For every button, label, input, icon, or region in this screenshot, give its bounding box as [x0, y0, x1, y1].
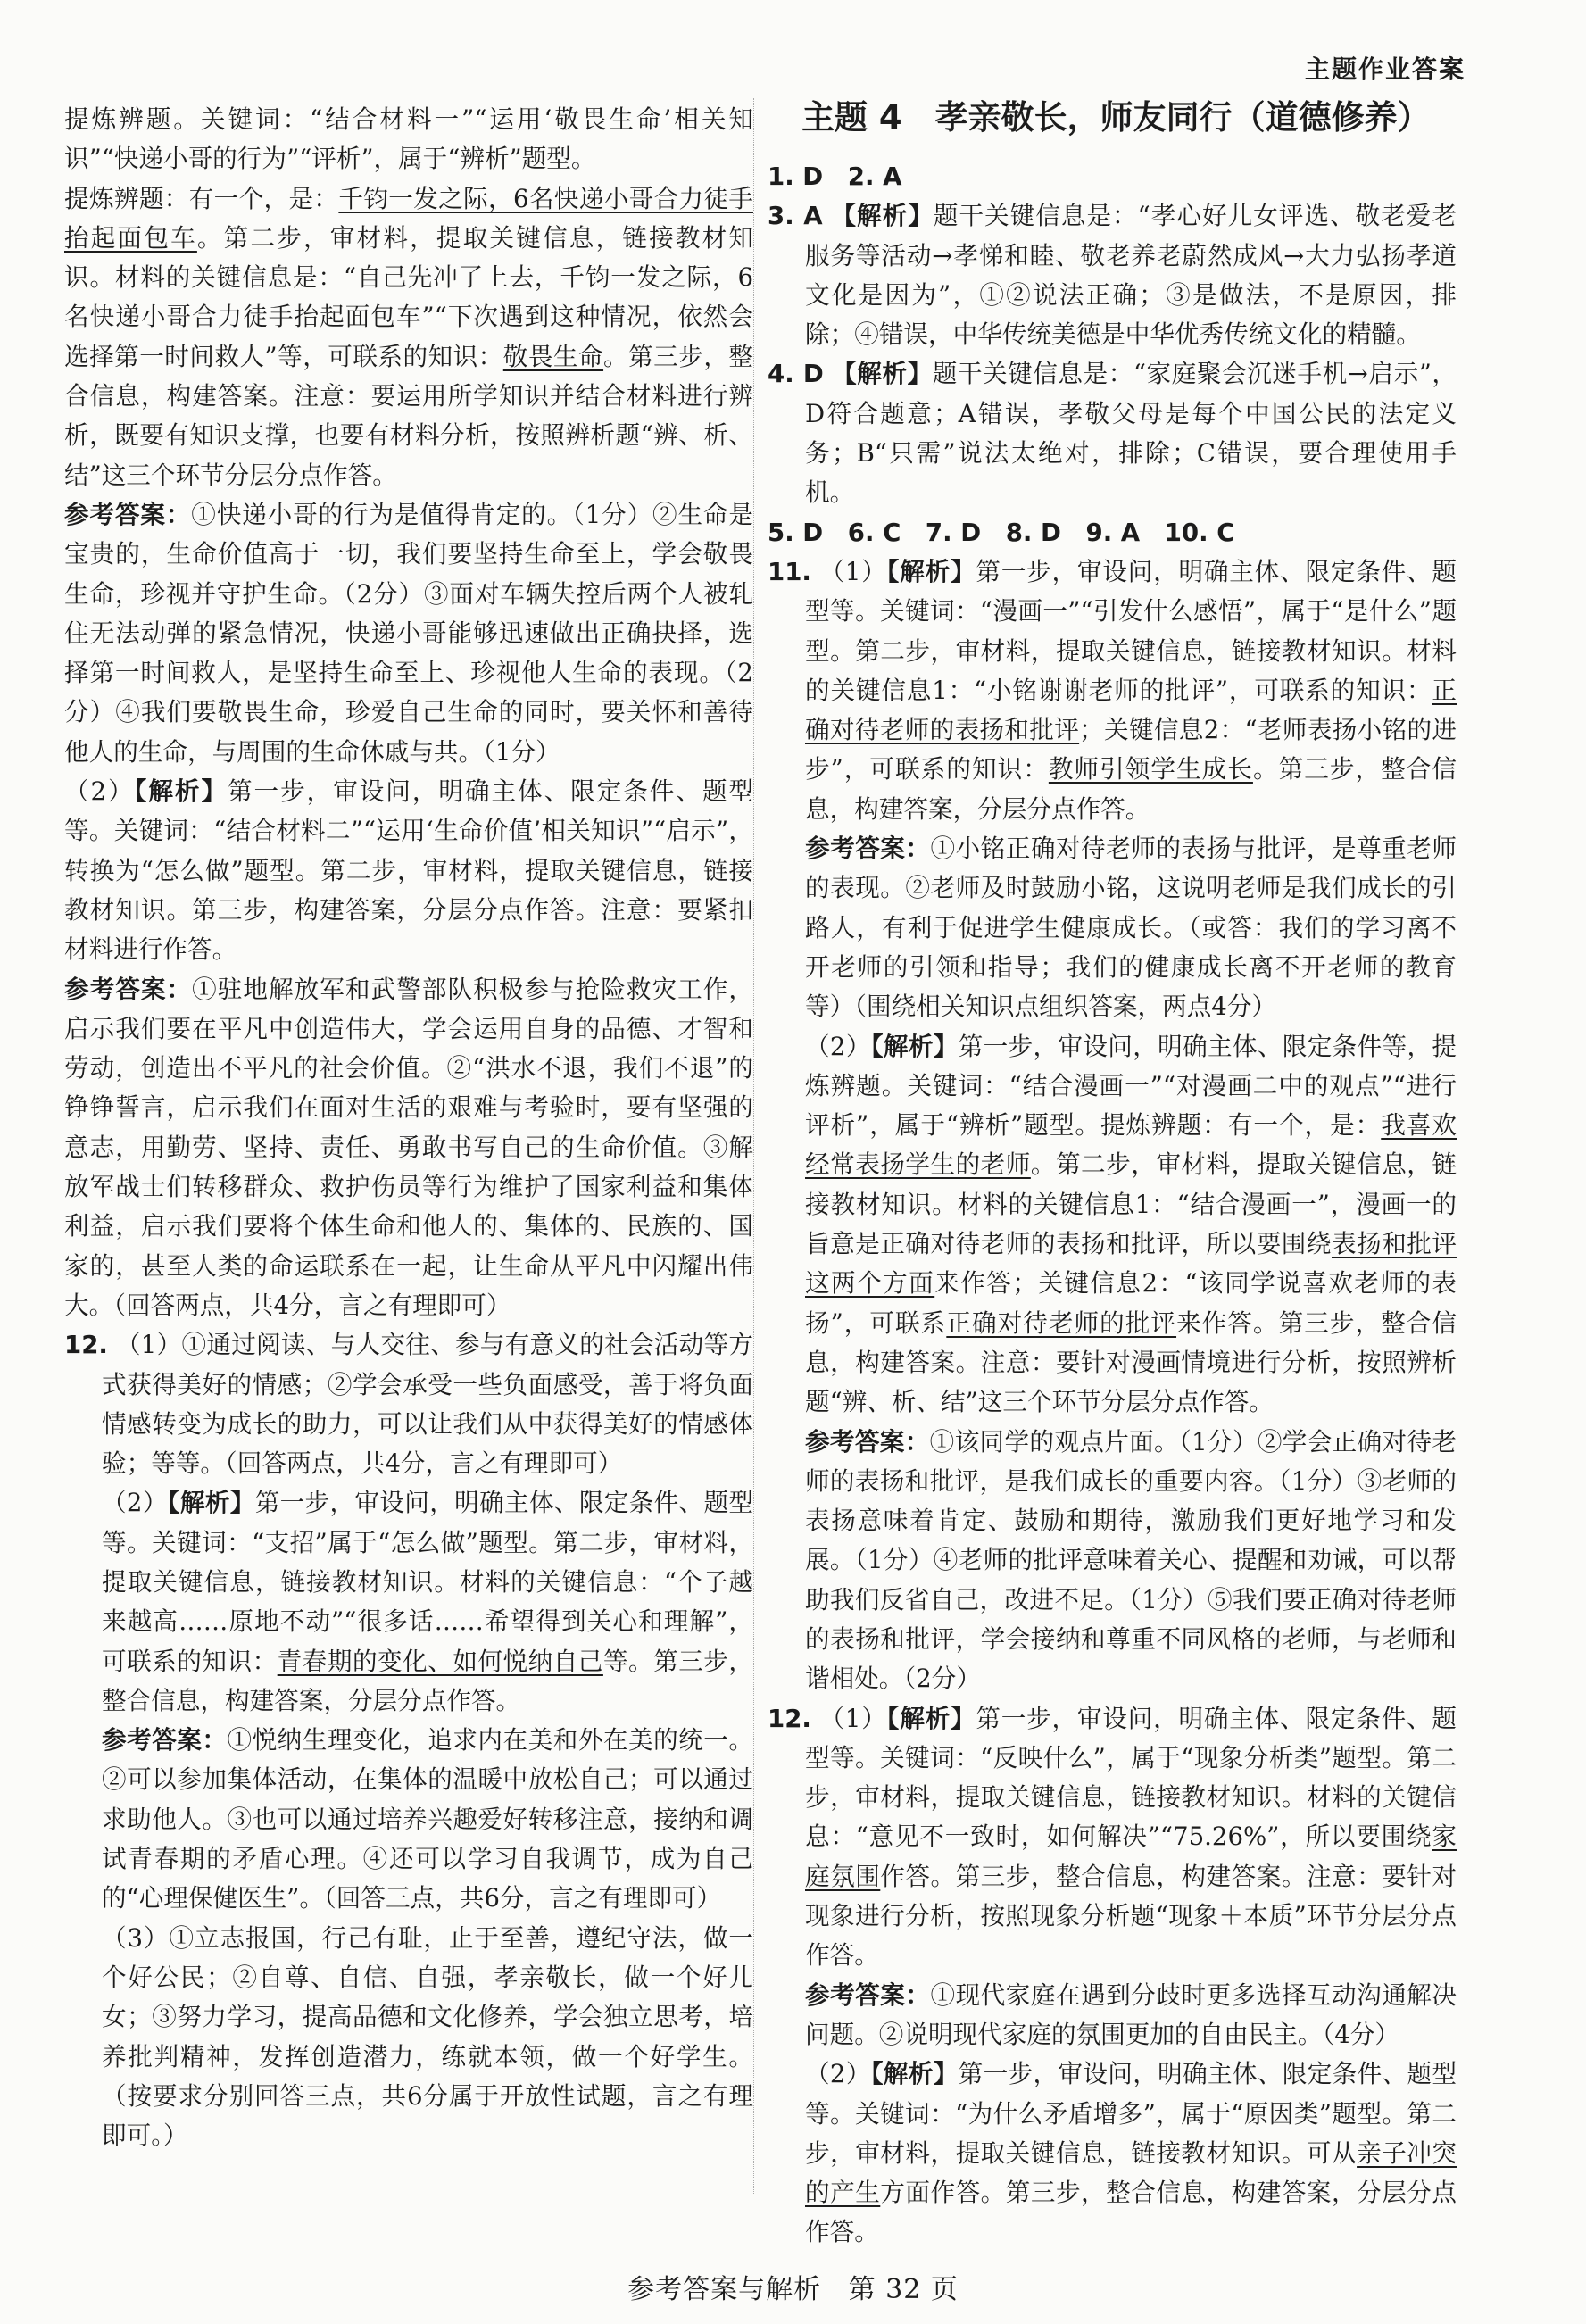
question-number: 12.	[64, 1330, 108, 1360]
answer-paragraph	[64, 495, 753, 772]
answer-text: ①现代家庭在遇到分歧时更多选择互动沟通解决问题。②说明现代家庭的氛围更加的自由民主。（4分）	[805, 1980, 1457, 2049]
answer-paragraph	[64, 970, 753, 1326]
text: 题干关键信息是：“孝心好儿女评选、敬老爱老服务等活动→孝悌和睦、敬老养老蔚然成风→大力弘扬孝道文化是因为”，①②说法正确；③是做法，不是原因，排除；④错误，中华传统美德是中华优秀传统文化的精髓。	[805, 201, 1457, 350]
text: 。第三步，整合信息，构建答案。注意：要运用所学知识并结合材料进行辨析，既要有知识支撑，也要有材料分析，按照辨析题“辨、析、结”这三个环节分层分点作答。	[64, 341, 753, 490]
text: 来作答；关键信息2：“该同学说喜欢老师的表扬”，可联系	[805, 1268, 1457, 1338]
question-number: 11.	[768, 556, 811, 586]
underlined-text: 敬畏生命	[502, 341, 604, 371]
page-number: 第 32 页	[848, 2274, 959, 2305]
underlined-text: 青春期的变化、如何悦纳自己	[277, 1646, 603, 1676]
text: 。第三步，整合信息，构建答案，分层分点作答。	[805, 754, 1457, 824]
paragraph: 提炼辨题。关键词：“结合材料一”“运用‘敬畏生命’相关知识”“快递小哥的行为”“评析”，属于“辨析”题型。	[64, 104, 753, 174]
analysis-label: 【解析】	[870, 2059, 959, 2089]
text: 第一步，审设问，明确主体、限定条件、题型等。关键词：“为什么矛盾增多”，属于“原因类”题型。第二步，审材料，提取关键信息，链接教材知识。可从	[805, 2059, 1457, 2168]
page-footer	[0, 2267, 1586, 2306]
answer-label: 参考答案：	[102, 1725, 228, 1755]
paragraph	[64, 179, 753, 495]
text: 等。第三步，整合信息，构建答案，分层分点作答。	[102, 1646, 753, 1715]
paragraph	[768, 2054, 1457, 2252]
underlined-text: 正确对待老师的表扬和批评	[805, 675, 1457, 745]
text: ；关键信息2：“老师表扬小铭的进步”，可联系的知识：	[805, 715, 1457, 784]
answer-label: 参考答案：	[64, 974, 193, 1004]
text: 。第二步，审材料，提取关键信息，链接教材知识。材料的关键信息是：“自己先冲了上去，千钧一发之际，6名快递小哥合力徒手抬起面包车”“下次遇到这种情况，依然会选择第一时间救人”等，可联系的知识：	[64, 222, 753, 371]
underlined-text: 我喜欢经常表扬学生的老师	[805, 1110, 1457, 1180]
text: （1）①通过阅读、与人交往、参与有意义的社会活动等方式获得美好的情感；②学会承受一些负面感受，善于将负面情感转变为成长的助力，可以让我们从中获得美好的情感体验；等等。（回答两点，共4分，言之有理即可）	[102, 1330, 753, 1479]
paragraph	[64, 1483, 753, 1721]
answer-label: 参考答案：	[64, 499, 192, 529]
text: 第一步，审设问，明确主体、限定条件等，提炼辨题。关键词：“结合漫画一”“对漫画二中的观点”“进行评析”，属于“辨析”题型。提炼辨题：有一个，是：	[805, 1031, 1457, 1141]
answer-text: ①快递小哥的行为是值得肯定的。（1分）②生命是宝贵的，生命价值高于一切，我们要坚持生命至上，学会敬畏生命，珍视并守护生命。（2分）③面对车辆失控后两个人被轧住无法动弹的紧急情况，快递小哥能够迅速做出正确抉择，选择第一时间救人，是坚持生命至上、珍视他人生命的表现。（2分）④我们要敬畏生命，珍爱自己生命的同时，要关怀和善待他人的生命，与周围的生命休戚与共。（1分）	[64, 499, 753, 767]
topic-title: 主题 4 孝亲敬长，师友同行（道德修养）	[801, 98, 1431, 137]
text: 第一步，审设问，明确主体、限定条件、题型等。关键词：“漫画一”“引发什么感悟”，属于“是什么”题型。第二步，审材料，提取关键信息，链接教材知识。材料的关键信息1：“小铭谢谢老师的批评”，可联系的知识：	[805, 556, 1457, 705]
text: 方面作答。第三步，整合信息，构建答案，分层分点作答。	[805, 2178, 1457, 2247]
sub-number: （2）	[805, 2059, 871, 2089]
paragraph	[768, 1027, 1457, 1423]
question-number: 1. D 2. A	[768, 162, 902, 191]
answer-paragraph	[768, 1976, 1457, 2055]
sub-number: （2）	[102, 1488, 168, 1518]
answer-line	[768, 513, 1457, 552]
answer-label: 参考答案：	[805, 1980, 931, 2010]
text: 第一步，审设问，明确主体、限定条件、题型等。关键词：“反映什么”，属于“现象分析类”题型。第二步，审材料，提取关键信息，链接教材知识。材料的关键信息：“意见不一致时，如何解决”“75.26%”，所以要围绕	[805, 1703, 1457, 1852]
text: 来作答。第三步，整合信息，构建答案。注意：要针对漫画情境进行分析，按照辨析题“辨、析、结”这三个环节分层分点作答。	[805, 1307, 1457, 1417]
analysis-label: 【解析】	[167, 1488, 255, 1518]
answer-paragraph	[768, 829, 1457, 1026]
underlined-text: 正确对待老师的批评	[946, 1307, 1177, 1338]
analysis-label: 【解析】	[134, 776, 228, 807]
left-column	[64, 100, 753, 2155]
text: 第一步，审设问，明确主体、限定条件、题型等。关键词：“支招”属于“怎么做”题型。第二步，审材料，提取关键信息，链接教材知识。材料的关键信息：“个子越来越高……原地不动”“很多话……希望得到关心和理解”，可联系的知识：	[102, 1488, 753, 1676]
answer-text: ①驻地解放军和武警部队积极参与抢险救灾工作，启示我们要在平凡中创造伟大，学会运用自身的品德、才智和劳动，创造出不平凡的社会价值。②“洪水不退，我们不退”的铮铮誓言，启示我们在面对生活的艰难与考验时，要有坚强的意志，用勤劳、坚持、责任、勇敢书写自己的生命价值。③解放军战士们转移群众、救护伤员等行为维护了国家利益和集体利益，启示我们要将个体生命和他人的、集体的、民族的、国家的，甚至人类的命运联系在一起，让生命从平凡中闪耀出伟大。（回答两点，共4分，言之有理即可）	[64, 974, 753, 1320]
answer-line	[768, 157, 1457, 196]
question-number: 3. A	[768, 201, 823, 231]
answer-text: ①小铭正确对待老师的表扬与批评，是尊重老师的表现。②老师及时鼓励小铭，这说明老师是我们成长的引路人，有利于促进学生健康成长。（或答：我们的学习离不开老师的引领和指导；我们的健康成长离不开老师的教育等）（围绕相关知识点组织答案，两点4分）	[805, 834, 1457, 1022]
sub-number: （2）	[64, 776, 135, 807]
underlined-text: 千钧一发之际，6名快递小哥合力徒手抬起面包车	[64, 183, 753, 253]
text: 作答。第三步，整合信息，构建答案。注意：要针对现象进行分析，按照现象分析题“现象＋本质”环节分层分点作答。	[805, 1861, 1457, 1971]
underlined-text: 表扬和批评这两个方面	[805, 1229, 1457, 1299]
question-12	[768, 1699, 1457, 1976]
page-header: 主题作业答案	[1304, 54, 1466, 84]
paragraph	[64, 772, 753, 969]
sub-number: （2）	[805, 1031, 871, 1061]
analysis-label: 【解析】	[886, 556, 976, 586]
answer-paragraph	[768, 1423, 1457, 1699]
question-3	[768, 196, 1457, 354]
question-number: 5. D 6. C 7. D 8. D 9. A 10. C	[768, 517, 1235, 547]
question-12	[64, 1325, 753, 1483]
question-4	[768, 354, 1457, 512]
sub-number: （1）	[819, 1703, 887, 1733]
paragraph: （3）①立志报国，行己有耻，止于至善，遵纪守法，做一个好公民；②自尊、自信、自强，孝亲敬长，做一个好儿女；③努力学习，提高品德和文化修养，学会独立思考，培养批判精神，发挥创造潜力，练就本领，做一个好学生。（按要求分别回答三点，共6分属于开放性试题，言之有理即可。）	[102, 1922, 753, 2151]
analysis-label: 【解析】	[870, 1031, 959, 1061]
answer-text: ①该同学的观点片面。（1分）②学会正确对待老师的表扬和批评，是我们成长的重要内容。（1分）③老师的表扬意味着肯定、鼓励和期待，激励我们更好地学习和发展。（1分）④老师的批评意味着关心、提醒和劝诫，可以帮助我们反省自己，改进不足。（1分）⑤我们要正确对待老师的表扬和批评，学会接纳和尊重不同风格的老师，与老师和谐相处。（2分）	[805, 1426, 1457, 1694]
question-11	[768, 552, 1457, 829]
question-number: 12.	[768, 1703, 811, 1733]
answer-label: 参考答案：	[805, 834, 931, 864]
footer-title: 参考答案与解析	[627, 2274, 822, 2305]
text: 提炼辨题：有一个，是：	[64, 183, 339, 213]
answer-label: 参考答案：	[805, 1426, 930, 1457]
answer-paragraph	[64, 1721, 753, 1918]
question-number: 4. D	[768, 359, 824, 389]
sub-number: （1）	[819, 556, 887, 586]
text: 题干关键信息是：“家庭聚会沉迷手机→启示”，D符合题意；A错误，孝敬父母是每个中国公民的法定义务；B“只需”说法太绝对，排除；C错误，要合理使用手机。	[805, 359, 1457, 508]
answer-text: ①悦纳生理变化，追求内在美和外在美的统一。②可以参加集体活动，在集体的温暖中放松自己；可以通过求助他人。③也可以通过培养兴趣爱好转移注意，接纳和调试青春期的矛盾心理。④还可以学习自我调节，成为自己的“心理保健医生”。（回答三点，共6分，言之有理即可）	[102, 1725, 753, 1913]
underlined-text: 亲子冲突的产生	[805, 2137, 1457, 2208]
underlined-text: 家庭氛围	[805, 1822, 1457, 1891]
analysis-label: 【解析】	[832, 359, 933, 389]
analysis-label: 【解析】	[831, 201, 934, 231]
analysis-label: 【解析】	[886, 1703, 976, 1733]
text: 。第二步，审材料，提取关键信息，链接教材知识。材料的关键信息1：“结合漫画一”，漫画一的旨意是正确对待老师的表扬和批评，所以要围绕	[805, 1150, 1457, 1259]
column-divider	[753, 98, 755, 2195]
underlined-text: 教师引领学生成长	[1048, 754, 1253, 784]
text: 第一步，审设问，明确主体、限定条件、题型等。关键词：“结合材料二”“运用‘生命价值’相关知识”“启示”，转换为“怎么做”题型。第二步，审材料，提取关键信息，链接教材知识。第三步，构建答案，分层分点作答。注意：要紧扣材料进行作答。	[64, 776, 753, 965]
right-column	[768, 100, 1457, 2253]
